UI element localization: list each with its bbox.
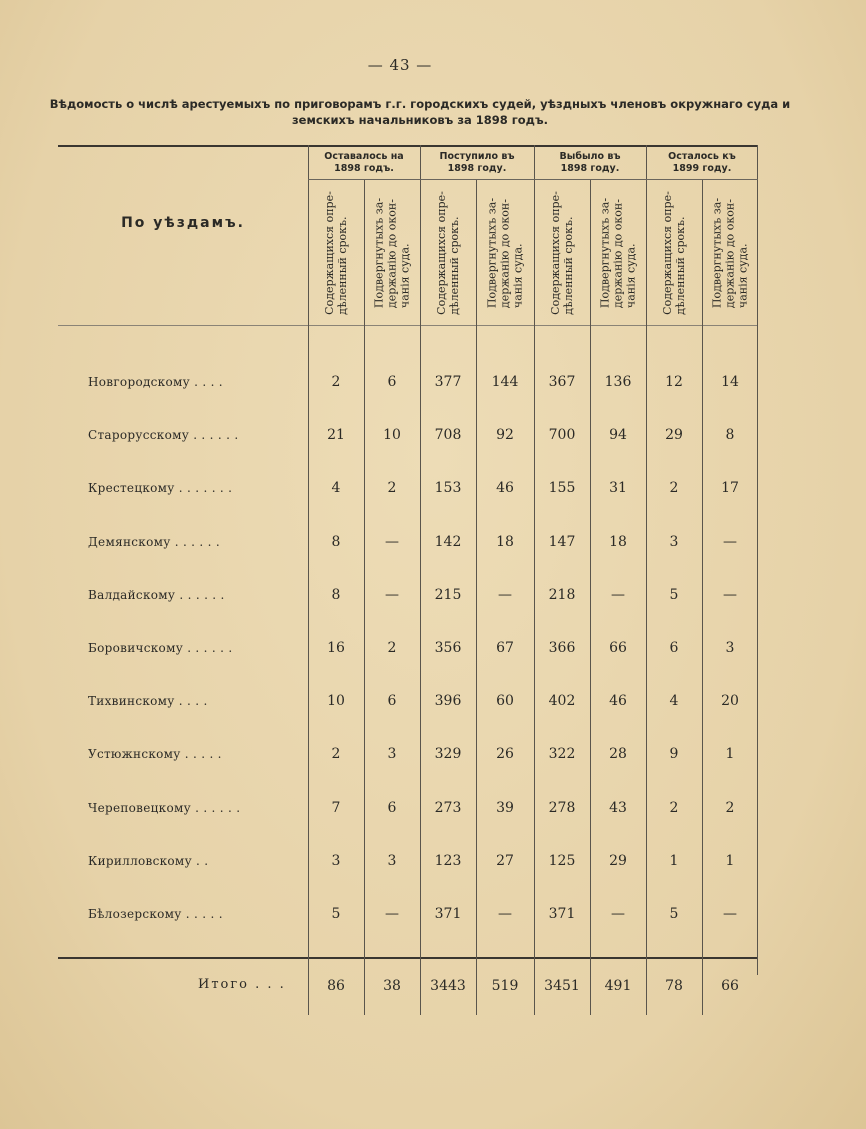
- table-cell: 3: [387, 852, 397, 869]
- table-cell: 12: [665, 374, 683, 390]
- table-cell: 278: [548, 799, 576, 816]
- table-cell: 136: [604, 374, 632, 390]
- district-name: Валдайскому . . . . . .: [88, 587, 225, 602]
- table-cell: 155: [548, 480, 576, 497]
- table-row: [58, 586, 758, 610]
- district-name: Кирилловскому . .: [88, 853, 209, 868]
- total-row: [58, 977, 758, 1001]
- district-name: Тихвинскому . . . .: [88, 694, 208, 709]
- table-cell: 2: [669, 799, 679, 816]
- table-cell: 273: [434, 799, 462, 816]
- table-cell: 31: [609, 480, 627, 497]
- table-row: [58, 639, 758, 663]
- group-header-remaining-1898: Оставалось на 1898 годъ.: [324, 151, 404, 174]
- table-cell: —: [611, 906, 625, 922]
- table-cell: 329: [434, 746, 462, 763]
- table-top-rule: [58, 145, 758, 147]
- subheader-pretrial-detention: Подвергнутыхъ за- держанію до окон- чанія суда.: [372, 197, 412, 309]
- subheader-fixed-term: Содержащихся опре- дѣленный срокъ.: [549, 191, 575, 315]
- table-cell: 142: [434, 533, 462, 550]
- table-cell: 218: [548, 586, 576, 603]
- total-cell: 78: [665, 978, 683, 994]
- table-cell: 26: [496, 746, 514, 763]
- table-cell: 396: [434, 693, 462, 710]
- subheader-fixed-term: Содержащихся опре- дѣленный срокъ.: [435, 191, 461, 315]
- table-row: [58, 692, 758, 716]
- table-cell: 10: [383, 427, 401, 444]
- total-cell: 3443: [430, 978, 466, 994]
- table-cell: 144: [491, 374, 519, 390]
- table-cell: 2: [331, 374, 341, 390]
- table-cell: —: [611, 586, 625, 603]
- total-cell: 66: [721, 978, 739, 994]
- table-cell: —: [723, 586, 737, 603]
- table-cell: 3: [387, 746, 397, 763]
- table-cell: 6: [387, 799, 397, 816]
- table-cell: 8: [331, 533, 341, 550]
- table-cell: 67: [496, 640, 514, 656]
- district-name: Боровичскому . . . . . .: [88, 641, 233, 655]
- table-cell: 94: [609, 427, 627, 444]
- district-name: Новгородскому . . . .: [88, 375, 223, 389]
- table-cell: 27: [496, 852, 514, 869]
- table-cell: 322: [548, 746, 576, 763]
- table-cell: 28: [609, 746, 627, 763]
- title-line-1: Вѣдомость о числѣ арестуемыхъ по приговорамъ г.г. городскихъ судей, уѣздныхъ членовъ окружнаго суда и: [49, 97, 791, 111]
- table-cell: 215: [434, 586, 462, 603]
- total-cell: 491: [604, 978, 632, 994]
- table-cell: 8: [725, 427, 735, 444]
- table-cell: 1: [669, 852, 679, 869]
- title-line-2: земскихъ начальниковъ за 1898 годъ.: [292, 113, 548, 127]
- stub-header: По уѣздамъ.: [121, 215, 245, 231]
- total-label: Итого . . .: [198, 977, 286, 992]
- table-cell: —: [385, 906, 399, 922]
- table-cell: 708: [434, 427, 462, 444]
- table-cell: 17: [721, 480, 739, 497]
- table-cell: 402: [548, 693, 576, 710]
- table-cell: 123: [434, 852, 462, 869]
- total-cell: 3451: [544, 978, 580, 994]
- table-cell: 3: [331, 852, 341, 869]
- table-cell: 39: [496, 799, 514, 816]
- table-cell: —: [498, 906, 512, 922]
- table-cell: —: [385, 533, 399, 550]
- table-cell: 2: [387, 640, 397, 656]
- table-cell: 5: [669, 586, 679, 603]
- table-row: [58, 799, 758, 823]
- table-cell: 371: [548, 906, 576, 922]
- group-header-received-1898: Поступило въ 1898 году.: [439, 151, 515, 174]
- table-cell: 20: [721, 693, 739, 710]
- table-row: [58, 745, 758, 769]
- table-row: [58, 852, 758, 876]
- group-header-released-1898: Выбыло въ 1898 году.: [559, 151, 621, 174]
- table-cell: 366: [548, 640, 576, 656]
- table-cell: 3: [725, 640, 735, 656]
- page-number: — 43 —: [367, 56, 433, 74]
- district-name: Демянскому . . . . . .: [88, 534, 220, 549]
- subheader-fixed-term: Содержащихся опре- дѣленный срокъ.: [323, 191, 349, 315]
- table-cell: 6: [387, 374, 397, 390]
- total-cell: 519: [491, 978, 519, 994]
- table-cell: 5: [331, 906, 341, 922]
- table-cell: 2: [669, 480, 679, 497]
- table-cell: 125: [548, 852, 576, 869]
- table-cell: 367: [548, 374, 576, 390]
- table-cell: 46: [496, 480, 514, 497]
- table-cell: —: [498, 586, 512, 603]
- table-cell: 6: [387, 693, 397, 710]
- table-row: [58, 373, 758, 397]
- table-cell: 43: [609, 799, 627, 816]
- table-cell: 14: [721, 374, 739, 390]
- table-cell: 46: [609, 693, 627, 710]
- table-cell: 7: [331, 799, 341, 816]
- table-cell: 1: [725, 852, 735, 869]
- table-cell: 700: [548, 427, 576, 444]
- district-name: Крестецкому . . . . . . .: [88, 481, 233, 496]
- table-cell: 6: [669, 640, 679, 656]
- table-row: [58, 426, 758, 450]
- group-header-rule: [308, 179, 758, 180]
- table-cell: 8: [331, 586, 341, 603]
- district-name: Череповецкому . . . . . .: [88, 800, 241, 815]
- subheader-pretrial-detention: Подвергнутыхъ за- держанію до окон- чанія суда.: [710, 197, 750, 309]
- subheader-pretrial-detention: Подвергнутыхъ за- держанію до окон- чанія суда.: [598, 197, 638, 309]
- table-cell: 2: [387, 480, 397, 497]
- table-cell: 29: [665, 427, 683, 444]
- table-cell: 4: [669, 693, 679, 710]
- table-cell: 9: [669, 746, 679, 763]
- subheader-fixed-term: Содержащихся опре- дѣленный срокъ.: [661, 191, 687, 315]
- table-cell: 4: [331, 480, 341, 497]
- table-row: [58, 479, 758, 503]
- table-cell: 5: [669, 906, 679, 922]
- table-cell: 29: [609, 852, 627, 869]
- table-cell: 18: [609, 533, 627, 550]
- total-cell: 38: [383, 978, 401, 994]
- table-cell: 2: [331, 746, 341, 763]
- table-cell: 18: [496, 533, 514, 550]
- district-name: Старорусскому . . . . . .: [88, 428, 239, 443]
- table-cell: —: [385, 586, 399, 603]
- table-row: [58, 905, 758, 929]
- table-cell: 10: [327, 693, 345, 710]
- table-cell: 377: [434, 374, 462, 390]
- total-top-rule: [58, 957, 758, 959]
- table-cell: 153: [434, 480, 462, 497]
- group-header-remaining-1899: Осталось къ 1899 году.: [668, 151, 736, 174]
- table-cell: 3: [669, 533, 679, 550]
- table-cell: 21: [327, 427, 345, 444]
- document-title: [40, 96, 800, 128]
- table-cell: 66: [609, 640, 627, 656]
- table-cell: 92: [496, 427, 514, 444]
- total-cell: 86: [327, 978, 345, 994]
- table-cell: 371: [434, 906, 462, 922]
- table-cell: 60: [496, 693, 514, 710]
- table-cell: 16: [327, 640, 345, 656]
- table-cell: 147: [548, 533, 576, 550]
- subheader-pretrial-detention: Подвергнутыхъ за- держанію до окон- чанія суда.: [485, 197, 525, 309]
- statistics-table: [58, 145, 758, 1015]
- table-row: [58, 533, 758, 557]
- district-name: Бѣлозерскому . . . . .: [88, 907, 223, 921]
- district-name: Устюжнскому . . . . .: [88, 747, 222, 762]
- table-cell: —: [723, 533, 737, 550]
- table-cell: 2: [725, 799, 735, 816]
- header-bottom-rule: [58, 325, 758, 326]
- table-cell: 356: [434, 640, 462, 656]
- table-cell: 1: [725, 746, 735, 763]
- table-cell: —: [723, 906, 737, 922]
